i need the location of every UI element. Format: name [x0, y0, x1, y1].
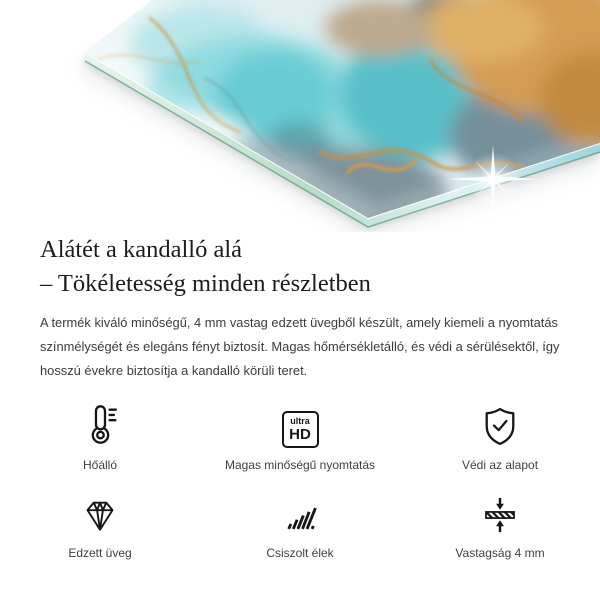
feature-protects-base — [400, 400, 600, 472]
thermometer-icon — [77, 400, 123, 448]
page-title — [40, 233, 371, 301]
shield-check-icon — [478, 400, 522, 448]
page-title-line1: Alátét a kandalló alá — [40, 236, 243, 263]
glass-panel-illustration — [0, 0, 600, 232]
ultra-hd-badge-top: ultra — [290, 416, 310, 426]
feature-label: Magas minőségű nyomtatás — [224, 458, 376, 472]
feature-label: Edzett üveg — [68, 546, 132, 560]
product-description: A termék kiváló minőségű, 4 mm vastag edzett üvegből készült, amely kiemeli a nyomtatás színmélységét és elegáns fényt biztosít. Magas hőmérsékletálló, és védi a sérülésektől, így hosszú évekre biztosítja a kandalló körüli teret. — [40, 315, 560, 378]
feature-label: Hőálló — [82, 458, 118, 472]
ultra-hd-icon — [282, 400, 319, 448]
feature-label: Védi az alapot — [461, 458, 539, 472]
feature-heat-resistant — [0, 400, 200, 472]
feature-label: Csiszolt élek — [266, 546, 334, 560]
thickness-icon — [479, 488, 521, 536]
diamond-icon — [80, 488, 120, 536]
product-image — [0, 0, 600, 232]
polished-edges-icon — [280, 488, 320, 536]
feature-print-quality — [200, 400, 400, 472]
page-title-line2: – Tökéletesség minden részletben — [40, 270, 371, 297]
feature-thickness — [400, 488, 600, 560]
features-grid — [0, 400, 600, 560]
feature-label: Vastagság 4 mm — [455, 546, 545, 560]
feature-polished-edges — [200, 488, 400, 560]
ultra-hd-badge-bottom: HD — [289, 426, 311, 443]
feature-tempered-glass — [0, 488, 200, 560]
